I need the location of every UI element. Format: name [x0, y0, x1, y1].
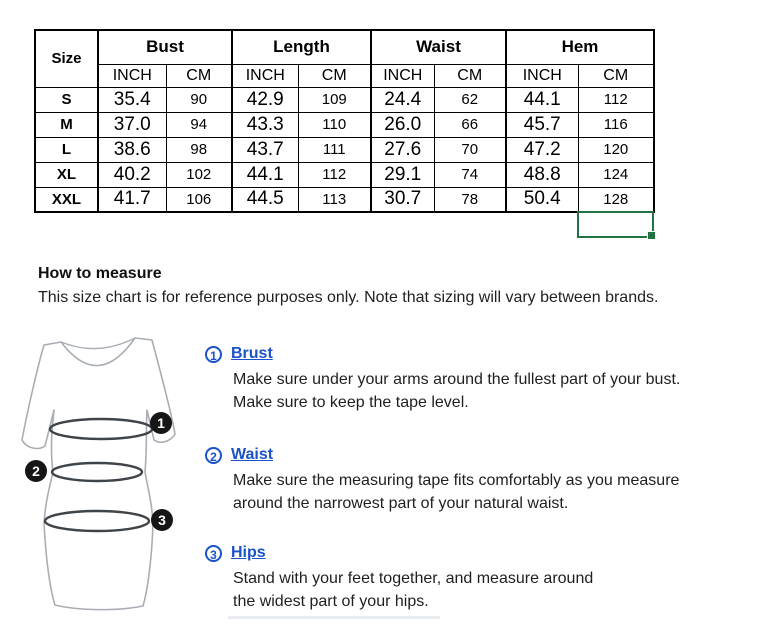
measurement-cell[interactable]: 48.8 [506, 162, 578, 187]
measurement-cell[interactable]: 66 [434, 112, 506, 137]
how-to-measure-heading: How to measure [38, 265, 162, 282]
svg-text:1: 1 [157, 415, 165, 431]
unit-header[interactable]: CM [578, 64, 654, 87]
measurement-cell[interactable]: 109 [298, 87, 371, 112]
unit-header[interactable]: INCH [98, 64, 166, 87]
measurement-cell[interactable]: 35.4 [98, 87, 166, 112]
size-cell[interactable]: M [35, 112, 98, 137]
group-header-waist[interactable]: Waist [371, 30, 506, 64]
measurement-cell[interactable]: 29.1 [371, 162, 434, 187]
fill-handle[interactable] [647, 231, 656, 240]
table-row [35, 87, 654, 112]
measurement-cell[interactable]: 44.1 [232, 162, 298, 187]
measurement-cell[interactable]: 90 [166, 87, 232, 112]
waist-marker-badge [25, 460, 47, 482]
size-cell[interactable]: XL [35, 162, 98, 187]
table-row [35, 112, 654, 137]
circled-number-icon: 1 [205, 346, 222, 363]
dress-measurement-diagram [13, 333, 181, 615]
measurement-cell[interactable]: 74 [434, 162, 506, 187]
measurement-cell[interactable]: 44.1 [506, 87, 578, 112]
measurement-cell[interactable]: 112 [578, 87, 654, 112]
hips-link[interactable]: Hips [231, 544, 266, 561]
unit-header[interactable]: INCH [371, 64, 434, 87]
measurement-cell[interactable]: 102 [166, 162, 232, 187]
measurement-cell[interactable]: 26.0 [371, 112, 434, 137]
size-column-header[interactable]: Size [35, 30, 98, 87]
measurement-cell[interactable]: 124 [578, 162, 654, 187]
measurement-cell[interactable]: 30.7 [371, 187, 434, 212]
measurement-cell[interactable]: 45.7 [506, 112, 578, 137]
measurement-cell[interactable]: 110 [298, 112, 371, 137]
unit-header[interactable]: INCH [232, 64, 298, 87]
measurement-cell[interactable]: 128 [578, 187, 654, 212]
measurement-cell[interactable]: 43.3 [232, 112, 298, 137]
measurement-cell[interactable]: 44.5 [232, 187, 298, 212]
measurement-cell[interactable]: 43.7 [232, 137, 298, 162]
section-hips [205, 543, 750, 613]
svg-text:2: 2 [32, 463, 40, 479]
waist-link[interactable]: Waist [231, 446, 274, 463]
table-row [35, 137, 654, 162]
measurement-cell[interactable]: 50.4 [506, 187, 578, 212]
hips-marker-badge [151, 509, 173, 531]
instruction-text: Stand with your feet together, and measure around [233, 570, 594, 587]
measurement-cell[interactable]: 98 [166, 137, 232, 162]
measurement-cell[interactable]: 113 [298, 187, 371, 212]
measurement-cell[interactable]: 70 [434, 137, 506, 162]
instruction-text: Make sure the measuring tape fits comfortably as you measure [233, 472, 680, 489]
measurement-cell[interactable]: 116 [578, 112, 654, 137]
measurement-cell[interactable]: 37.0 [98, 112, 166, 137]
measurement-cell[interactable]: 120 [578, 137, 654, 162]
unit-header[interactable]: INCH [506, 64, 578, 87]
measurement-cell[interactable]: 106 [166, 187, 232, 212]
measurement-cell[interactable]: 38.6 [98, 137, 166, 162]
bust-marker-badge [150, 412, 172, 434]
size-cell[interactable]: L [35, 137, 98, 162]
table-row [35, 187, 654, 212]
measurement-cell[interactable]: 94 [166, 112, 232, 137]
instruction-text: Make sure under your arms around the fullest part of your bust. [233, 371, 681, 388]
measurement-cell[interactable]: 112 [298, 162, 371, 187]
circled-number-icon: 2 [205, 447, 222, 464]
size-chart-table [34, 29, 655, 213]
section-waist [205, 445, 750, 515]
measurement-cell[interactable]: 62 [434, 87, 506, 112]
group-header-hem[interactable]: Hem [506, 30, 654, 64]
table-row [35, 162, 654, 187]
group-header-length[interactable]: Length [232, 30, 371, 64]
bust-link[interactable]: Brust [231, 345, 273, 362]
measurement-cell[interactable]: 24.4 [371, 87, 434, 112]
size-cell[interactable]: S [35, 87, 98, 112]
circled-number-icon: 3 [205, 545, 222, 562]
svg-text:3: 3 [158, 512, 166, 528]
measurement-cell[interactable]: 27.6 [371, 137, 434, 162]
reference-note: This size chart is for reference purposes only. Note that sizing will vary between brands. [38, 289, 659, 306]
measurement-cell[interactable]: 47.2 [506, 137, 578, 162]
section-bust [205, 344, 750, 414]
measurement-cell[interactable]: 41.7 [98, 187, 166, 212]
group-header-bust[interactable]: Bust [98, 30, 232, 64]
instruction-text: around the narrowest part of your natural waist. [233, 495, 569, 512]
measurement-cell[interactable]: 40.2 [98, 162, 166, 187]
cropped-artifact-line [228, 616, 440, 619]
collar-back-line [61, 338, 135, 349]
instruction-text: the widest part of your hips. [233, 593, 429, 610]
measurement-cell[interactable]: 78 [434, 187, 506, 212]
measurement-cell[interactable]: 111 [298, 137, 371, 162]
unit-header[interactable]: CM [166, 64, 232, 87]
unit-header[interactable]: CM [298, 64, 371, 87]
measurement-cell[interactable]: 42.9 [232, 87, 298, 112]
selected-spreadsheet-cell[interactable] [577, 211, 654, 238]
size-cell[interactable]: XXL [35, 187, 98, 212]
instruction-text: Make sure to keep the tape level. [233, 394, 469, 411]
unit-header[interactable]: CM [434, 64, 506, 87]
